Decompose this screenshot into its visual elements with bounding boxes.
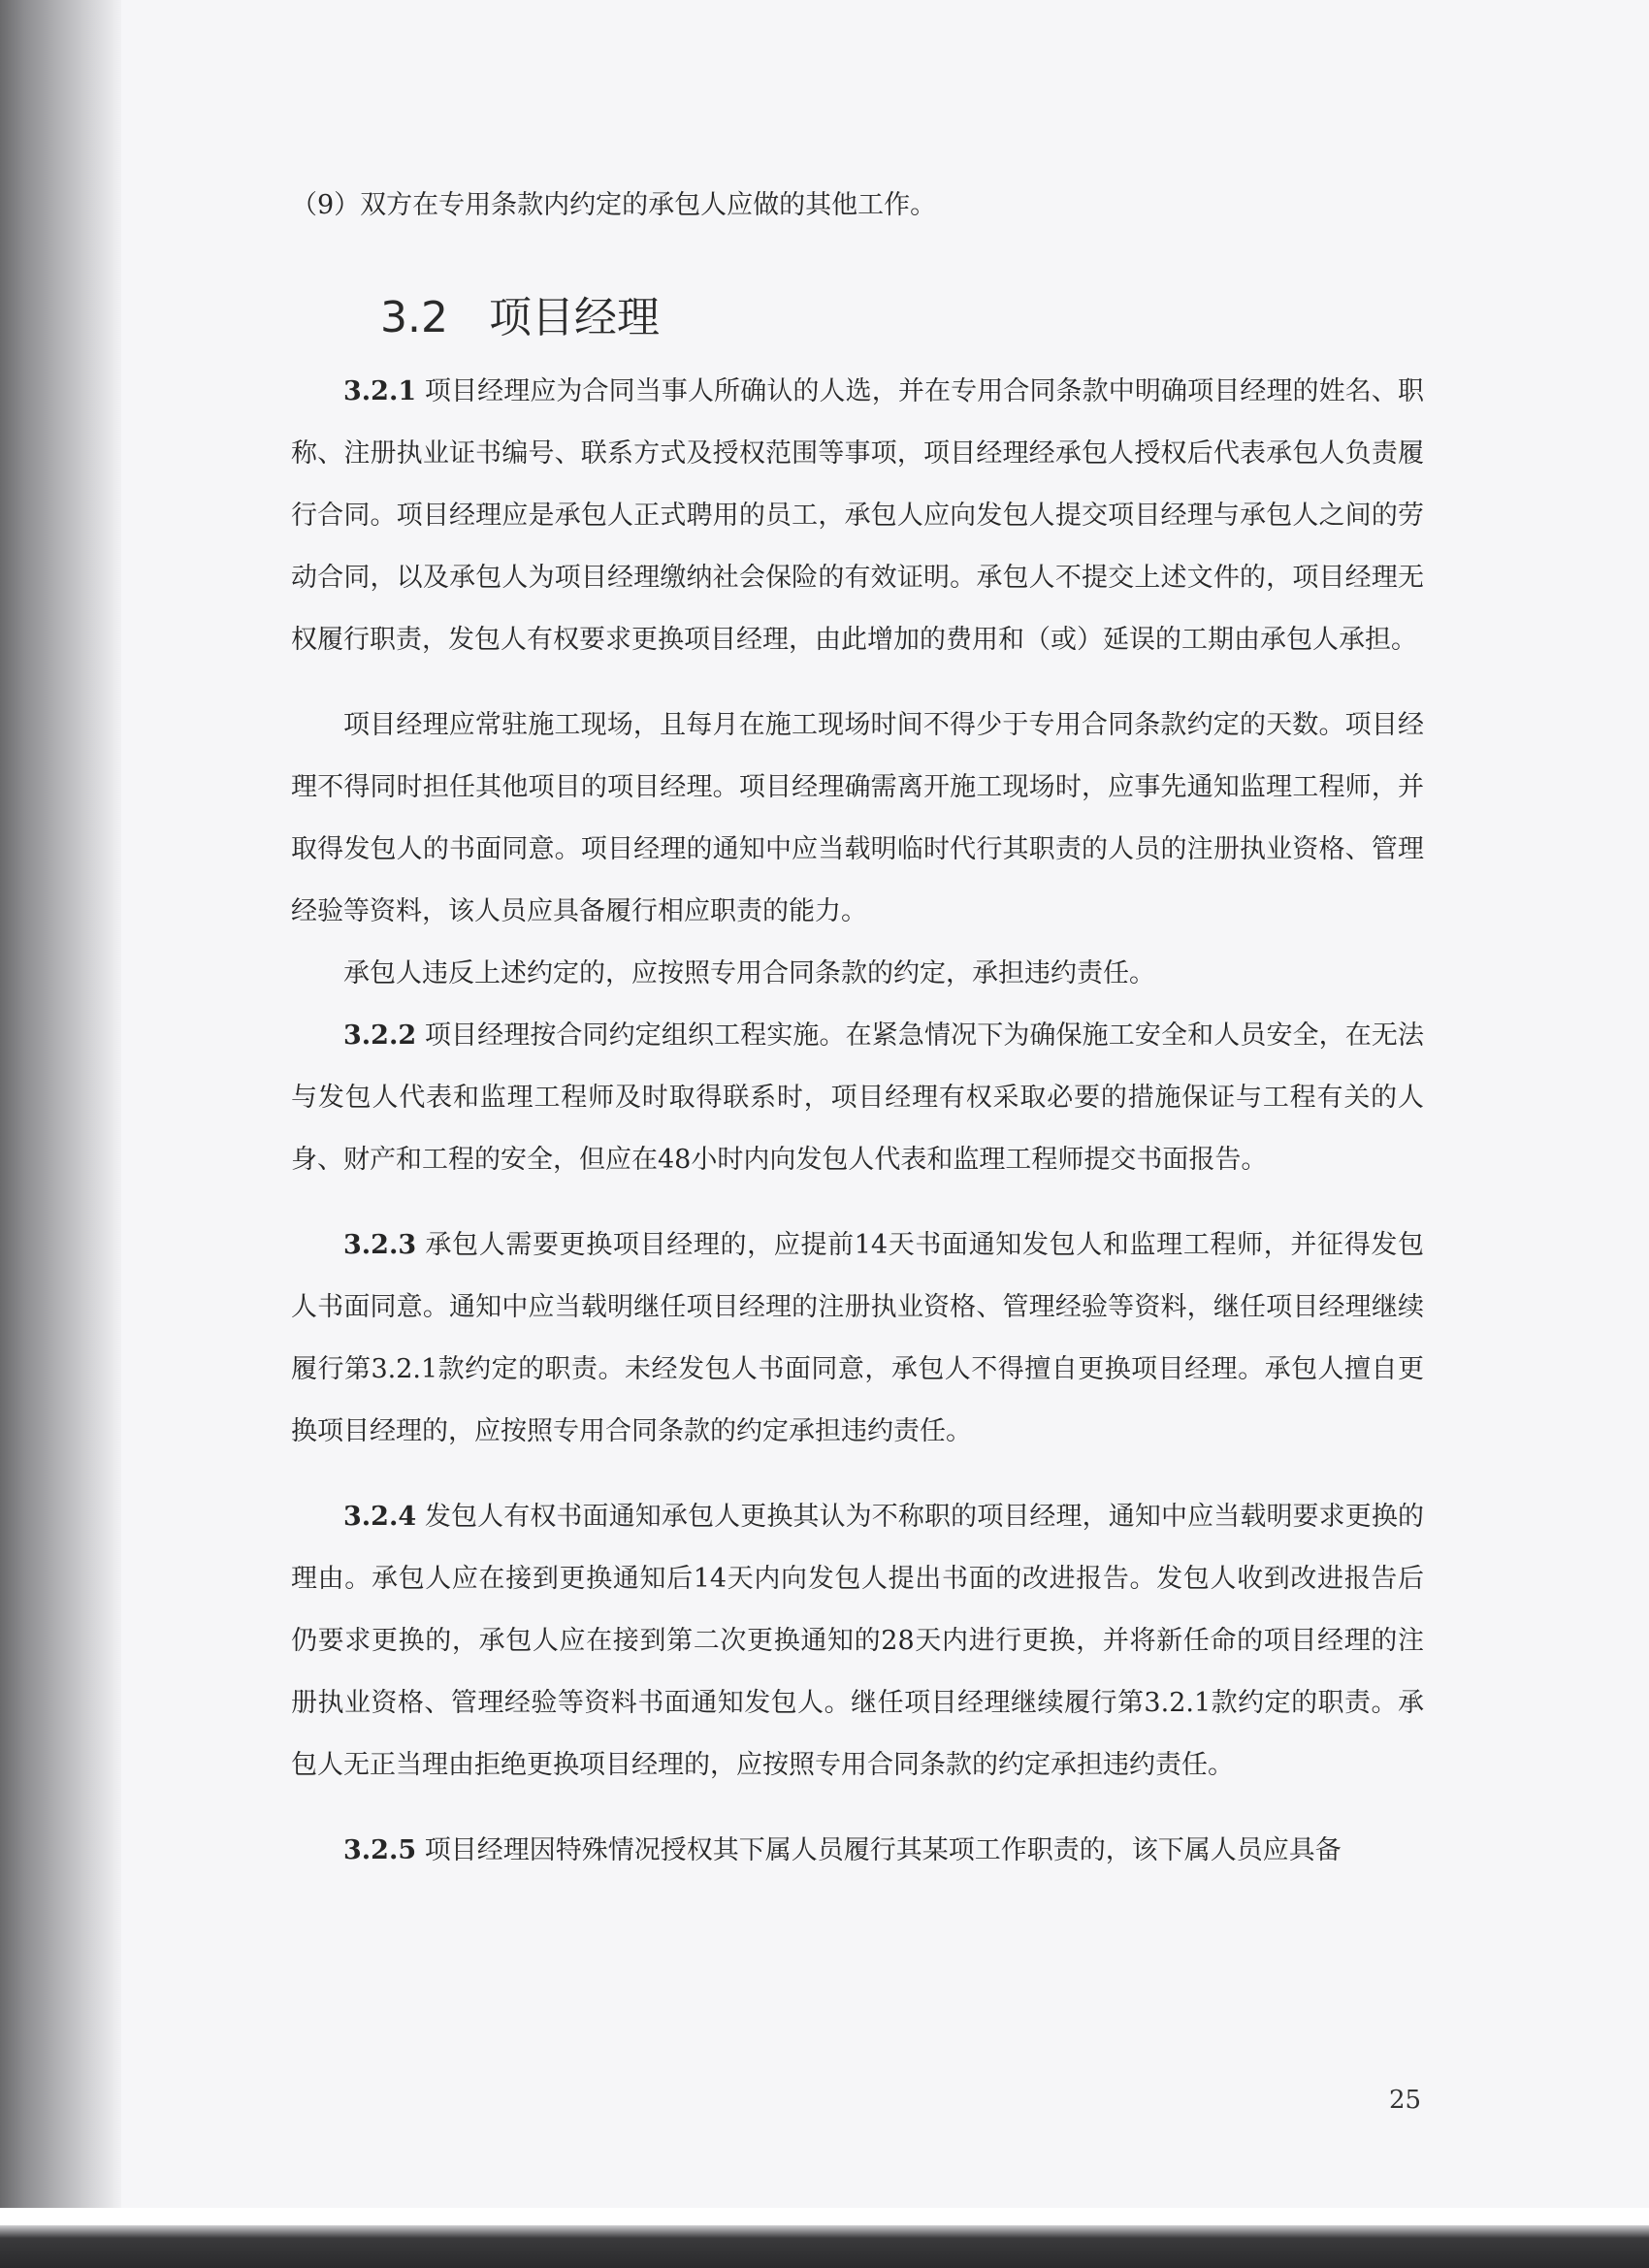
- clause-number: 3.2.4: [343, 1502, 417, 1532]
- clause-3-2-5: [291, 1820, 1424, 1882]
- clause-3-2-2: [291, 1005, 1424, 1191]
- clause-number: 3.2.3: [343, 1230, 417, 1260]
- section-heading: [380, 283, 1424, 353]
- clause-text: 项目经理因特殊情况授权其下属人员履行其某项工作职责的，该下属人员应具备: [424, 1835, 1342, 1865]
- section-title: 项目经理: [488, 293, 660, 342]
- page-number: 25: [1389, 2086, 1422, 2115]
- page-body: [291, 175, 1424, 1882]
- scan-bottom-edge: [0, 2225, 1649, 2268]
- clause-3-2-3: [291, 1215, 1424, 1463]
- book-gutter-shadow: [0, 0, 121, 2268]
- section-number: 3.2: [380, 293, 448, 342]
- list-item-9: （9）双方在专用条款内约定的承包人应做的其他工作。: [291, 190, 937, 220]
- clause-number: 3.2.1: [343, 376, 417, 406]
- clause-text: 项目经理应为合同当事人所确认的人选，并在专用合同条款中明确项目经理的姓名、职称、注册执业证书编号、联系方式及授权范围等事项，项目经理经承包人授权后代表承包人负责履行合同。项目经理应是承包人正式聘用的员工，承包人应向发包人提交项目经理与承包人之间的劳动合同，以及承包人为项目经理缴纳社会保险的有效证明。承包人不提交上述文件的，项目经理无权履行职责，发包人有权要求更换项目经理，由此增加的费用和（或）延误的工期由承包人承担。: [291, 376, 1424, 655]
- clause-text: 项目经理按合同约定组织工程实施。在紧急情况下为确保施工安全和人员安全，在无法与发包人代表和监理工程师及时取得联系时，项目经理有权采取必要的措施保证与工程有关的人身、财产和工程的安全，但应在48小时内向发包人代表和监理工程师提交书面报告。: [291, 1021, 1424, 1175]
- clause-text: 发包人有权书面通知承包人更换其认为不称职的项目经理，通知中应当载明要求更换的理由。承包人应在接到更换通知后14天内向发包人提出书面的改进报告。发包人收到改进报告后仍要求更换的，承包人应在接到第二次更换通知的28天内进行更换，并将新任命的项目经理的注册执业资格、管理经验等资料书面通知发包人。继任项目经理继续履行第3.2.1款约定的职责。承包人无正当理由拒绝更换项目经理的，应按照专用合同条款的约定承担违约责任。: [291, 1502, 1424, 1780]
- bottom-margin: [0, 2208, 1649, 2225]
- clause-number: 3.2.5: [343, 1835, 417, 1865]
- clause-number: 3.2.2: [343, 1021, 417, 1051]
- clause-3-2-4: [291, 1486, 1424, 1797]
- clause-text: 承包人需要更换项目经理的，应提前14天书面通知发包人和监理工程师，并征得发包人书面同意。通知中应当载明继任项目经理的注册执业资格、管理经验等资料，继任项目经理继续履行第3.2.1款约定的职责。未经发包人书面同意，承包人不得擅自更换项目经理。承包人擅自更换项目经理的，应按照专用合同条款的约定承担违约责任。: [291, 1230, 1424, 1446]
- clause-3-2-1-paragraph-2: 项目经理应常驻施工现场，且每月在施工现场时间不得少于专用合同条款约定的天数。项目经理不得同时担任其他项目的项目经理。项目经理确需离开施工现场时，应事先通知监理工程师，并取得发包人的书面同意。项目经理的通知中应当载明临时代行其职责的人员的注册执业资格、管理经验等资料，该人员应具备履行相应职责的能力。: [291, 710, 1424, 926]
- clause-3-2-1-paragraph-1: [291, 361, 1424, 671]
- clause-3-2-1-paragraph-3: 承包人违反上述约定的，应按照专用合同条款的约定，承担违约责任。: [343, 958, 1155, 988]
